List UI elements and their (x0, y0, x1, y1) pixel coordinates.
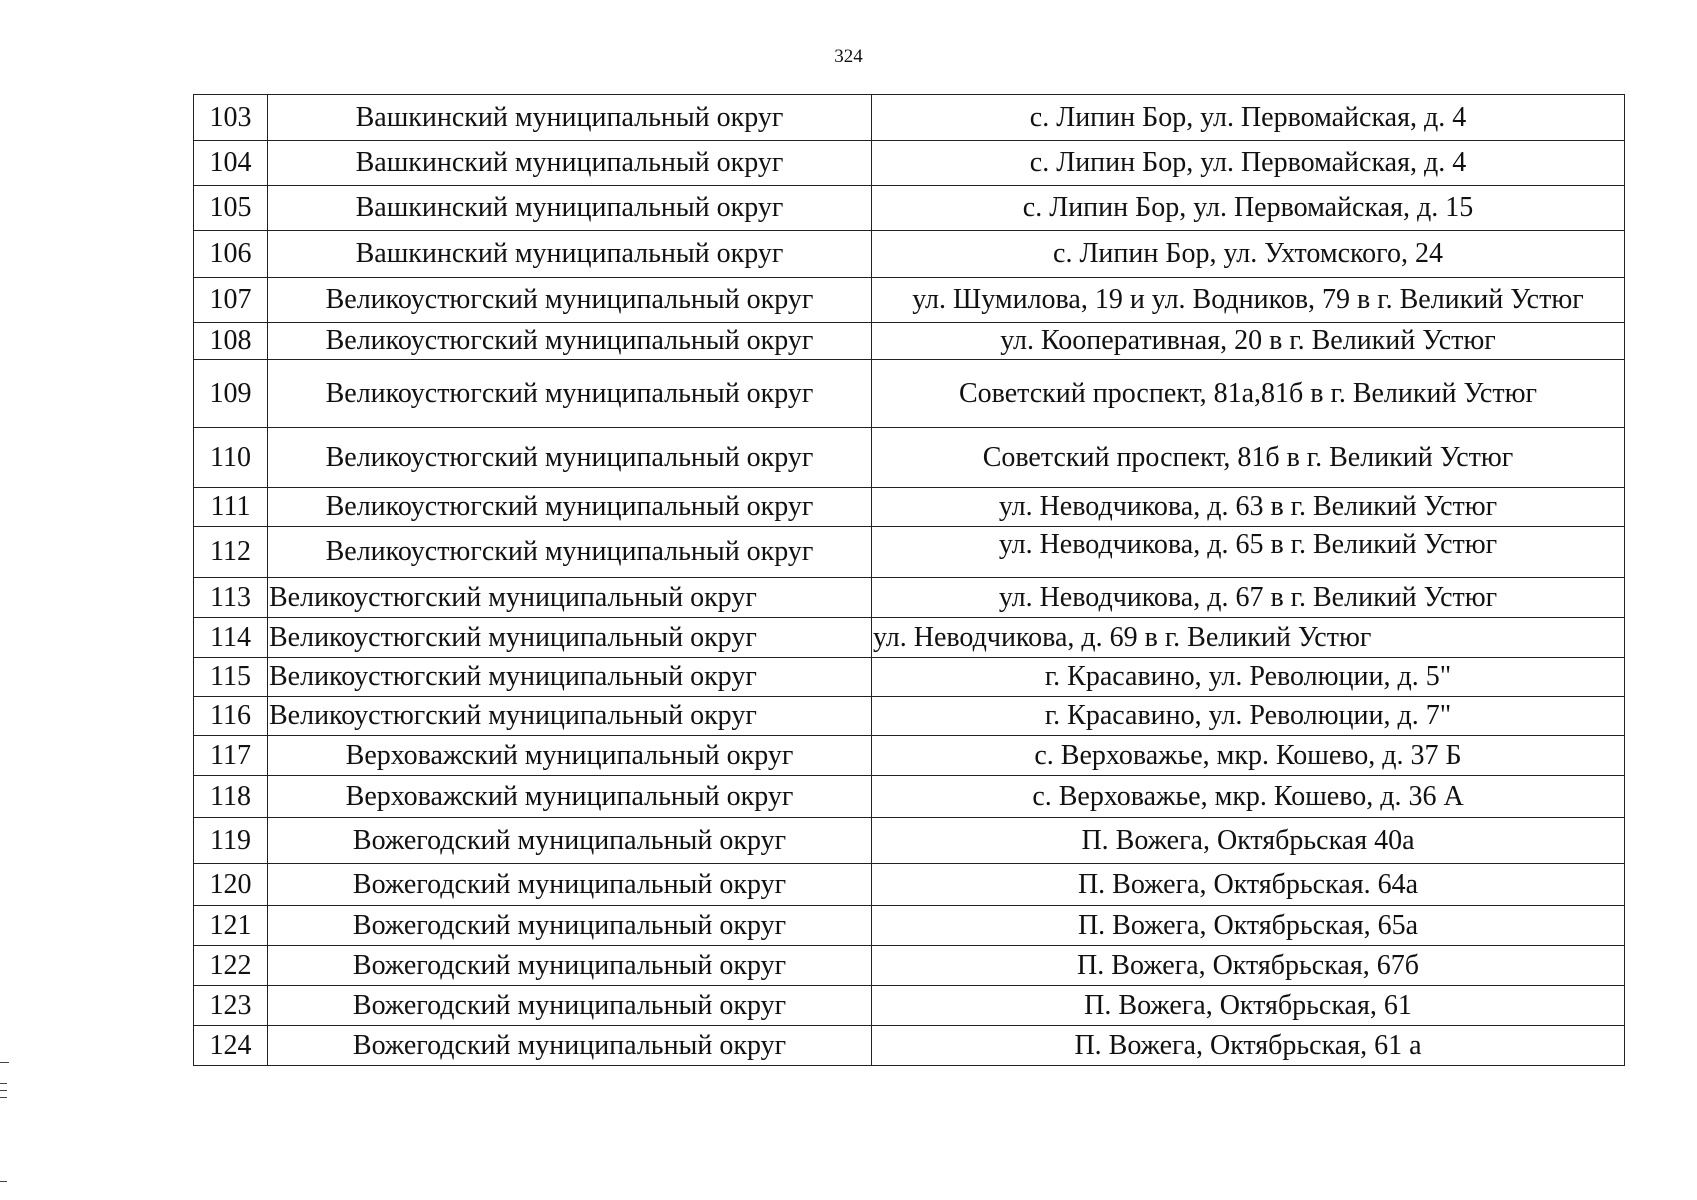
district-cell: Великоустюгский муниципальный округ (268, 658, 872, 697)
district-cell: Великоустюгский муниципальный округ (268, 578, 872, 618)
address-cell: П. Вожега, Октябрьская, 67б (872, 946, 1625, 986)
table-row (194, 578, 1625, 618)
page-number: 324 (834, 46, 863, 67)
row-number: 119 (194, 818, 268, 864)
row-number: 107 (194, 278, 268, 323)
address-cell: с. Верховажье, мкр. Кошево, д. 36 А (872, 776, 1625, 818)
address-cell: с. Липин Бор, ул. Первомайская, д. 4 (872, 95, 1625, 141)
row-number: 114 (194, 618, 268, 658)
address-cell: с. Липин Бор, ул. Первомайская, д. 4 (872, 141, 1625, 186)
table-row (194, 1026, 1625, 1066)
address-cell: ул. Неводчикова, д. 67 в г. Великий Устюг (872, 578, 1625, 618)
table-row (194, 323, 1625, 360)
district-cell: Вашкинский муниципальный округ (268, 186, 872, 231)
row-number: 120 (194, 864, 268, 906)
table-row (194, 618, 1625, 658)
row-number: 124 (194, 1026, 268, 1066)
district-cell: Верховажский муниципальный округ (268, 736, 872, 776)
table-row (194, 527, 1625, 578)
district-cell: Вашкинский муниципальный округ (268, 231, 872, 278)
row-number: 115 (194, 658, 268, 697)
table-row (194, 360, 1625, 428)
scan-margin-mark (0, 1097, 7, 1098)
row-number: 108 (194, 323, 268, 360)
table-row (194, 986, 1625, 1026)
table-row (194, 864, 1625, 906)
address-cell: Советский проспект, 81б в г. Великий Устюг (872, 428, 1625, 488)
table-row (194, 488, 1625, 527)
table-row (194, 736, 1625, 776)
district-cell: Вожегодский муниципальный округ (268, 946, 872, 986)
district-cell: Верховажский муниципальный округ (268, 776, 872, 818)
table-row (194, 278, 1625, 323)
district-cell: Вашкинский муниципальный округ (268, 141, 872, 186)
table-row (194, 231, 1625, 278)
address-cell: с. Липин Бор, ул. Первомайская, д. 15 (872, 186, 1625, 231)
district-cell: Великоустюгский муниципальный округ (268, 360, 872, 428)
table-row (194, 818, 1625, 864)
row-number: 103 (194, 95, 268, 141)
row-number: 122 (194, 946, 268, 986)
district-cell: Великоустюгский муниципальный округ (268, 697, 872, 736)
table-row (194, 428, 1625, 488)
district-cell: Вожегодский муниципальный округ (268, 864, 872, 906)
table-row (194, 141, 1625, 186)
district-cell: Великоустюгский муниципальный округ (268, 488, 872, 527)
address-cell: ул. Неводчикова, д. 63 в г. Великий Устюг (872, 488, 1625, 527)
scan-margin-mark (0, 1090, 7, 1091)
district-cell: Великоустюгский муниципальный округ (268, 527, 872, 578)
row-number: 121 (194, 906, 268, 946)
district-cell: Великоустюгский муниципальный округ (268, 428, 872, 488)
district-cell: Великоустюгский муниципальный округ (268, 278, 872, 323)
table-row (194, 776, 1625, 818)
address-cell: г. Красавино, ул. Революции, д. 7" (872, 697, 1625, 736)
address-cell: П. Вожега, Октябрьская, 61 (872, 986, 1625, 1026)
district-cell: Вожегодский муниципальный округ (268, 1026, 872, 1066)
address-cell: с. Верховажье, мкр. Кошево, д. 37 Б (872, 736, 1625, 776)
row-number: 112 (194, 527, 268, 578)
row-number: 109 (194, 360, 268, 428)
scan-margin-mark (0, 1181, 7, 1182)
table-row (194, 186, 1625, 231)
district-cell: Вожегодский муниципальный округ (268, 906, 872, 946)
address-cell: П. Вожега, Октябрьская. 64а (872, 864, 1625, 906)
table-row (194, 906, 1625, 946)
row-number: 105 (194, 186, 268, 231)
address-cell: ул. Кооперативная, 20 в г. Великий Устюг (872, 323, 1625, 360)
row-number: 104 (194, 141, 268, 186)
address-cell: П. Вожега, Октябрьская 40а (872, 818, 1625, 864)
district-cell: Вожегодский муниципальный округ (268, 818, 872, 864)
address-cell: ул. Неводчикова, д. 65 в г. Великий Устюг (872, 527, 1625, 578)
district-cell: Великоустюгский муниципальный округ (268, 323, 872, 360)
row-number: 110 (194, 428, 268, 488)
table-row (194, 946, 1625, 986)
address-cell: с. Липин Бор, ул. Ухтомского, 24 (872, 231, 1625, 278)
row-number: 111 (194, 488, 268, 527)
address-cell: Советский проспект, 81а,81б в г. Великий Устюг (872, 360, 1625, 428)
address-table (193, 94, 1625, 1066)
district-cell: Вожегодский муниципальный округ (268, 986, 872, 1026)
address-cell: ул. Неводчикова, д. 69 в г. Великий Устюг (872, 618, 1625, 658)
table-row (194, 95, 1625, 141)
table-row (194, 697, 1625, 736)
address-cell: г. Красавино, ул. Революции, д. 5" (872, 658, 1625, 697)
row-number: 106 (194, 231, 268, 278)
row-number: 113 (194, 578, 268, 618)
table-row (194, 658, 1625, 697)
address-cell: П. Вожега, Октябрьская, 61 а (872, 1026, 1625, 1066)
row-number: 118 (194, 776, 268, 818)
scan-margin-mark (0, 1062, 9, 1063)
district-cell: Великоустюгский муниципальный округ (268, 618, 872, 658)
address-cell: П. Вожега, Октябрьская, 65а (872, 906, 1625, 946)
address-cell: ул. Шумилова, 19 и ул. Водников, 79 в г. Великий Устюг (872, 278, 1625, 323)
district-cell: Вашкинский муниципальный округ (268, 95, 872, 141)
scan-margin-mark (0, 1083, 7, 1084)
row-number: 123 (194, 986, 268, 1026)
row-number: 116 (194, 697, 268, 736)
row-number: 117 (194, 736, 268, 776)
